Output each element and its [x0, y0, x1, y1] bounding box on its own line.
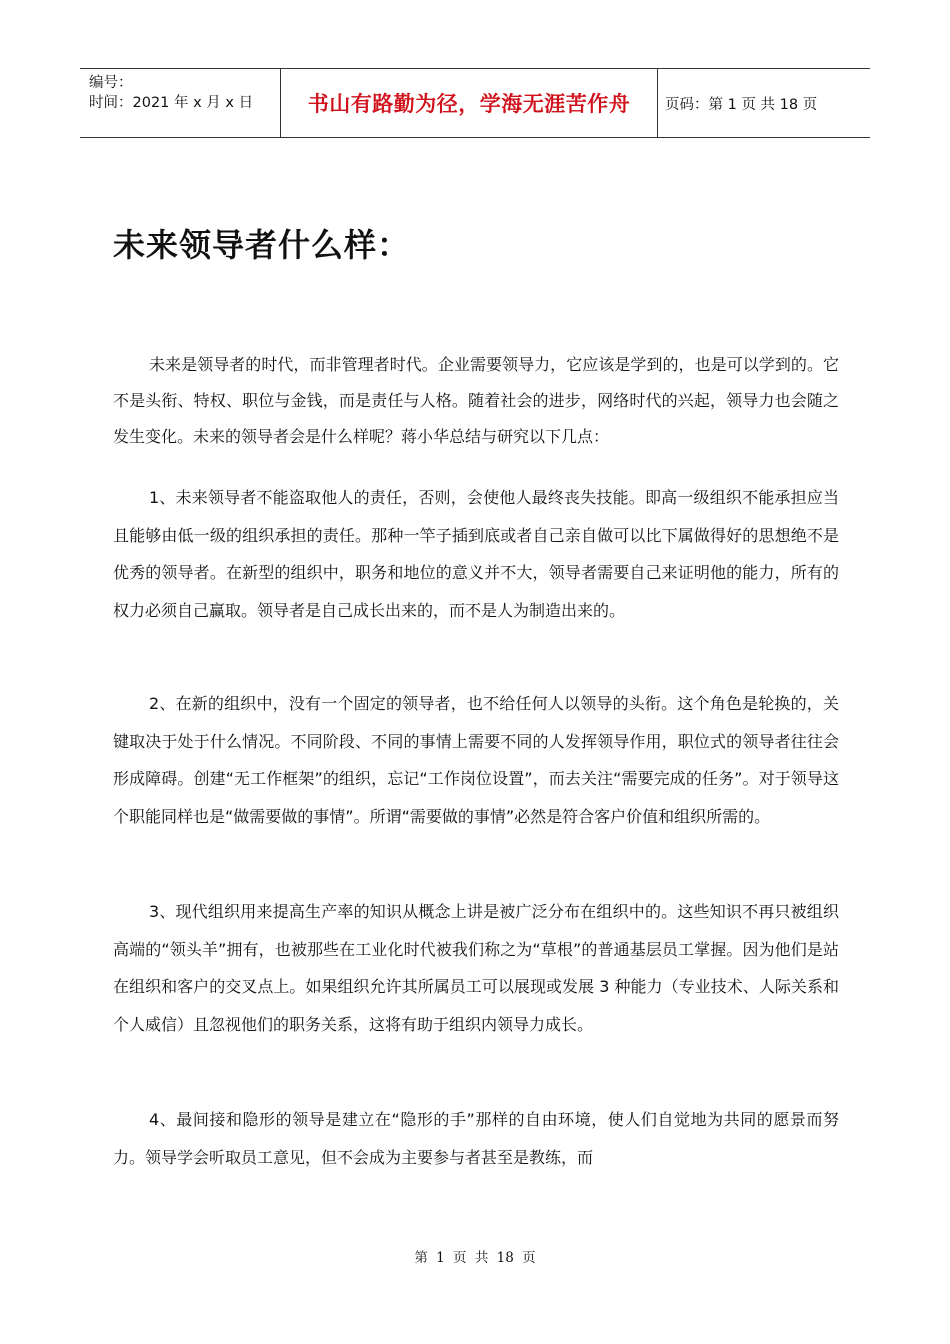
page-footer: 第 1 页 共 18 页	[414, 1250, 536, 1266]
serial-number-label: 编号：	[89, 75, 133, 91]
document-header-table	[80, 68, 870, 138]
date-line: 时间：2021 年 x 月 x 日	[89, 95, 254, 111]
header-motto: 书山有路勤为径，学海无涯苦作舟	[281, 69, 658, 137]
paragraph-point-2: 2、在新的组织中，没有一个固定的领导者，也不给任何人以领导的头衔。这个角色是轮换的，关键取决于处于什么情况。不同阶段、不同的事情上需要不同的人发挥领导作用，职位式的领导者往往会形成障碍。创建“无工作框架”的组织，忘记“工作岗位设置”，而去关注“需要完成的任务”。对于领导这个职能同样也是“做需要做的事情”。所谓“需要做的事情”必然是符合客户价值和组织所需的。	[113, 694, 839, 826]
document-title: 未来领导者什么样：	[113, 226, 411, 264]
header-page-info: 页码：第 1 页 共 18 页	[665, 96, 818, 113]
header-meta-cell	[80, 69, 281, 137]
paragraph-point-1: 1、未来领导者不能盗取他人的责任，否则，会使他人最终丧失技能。即高一级组织不能承担应当且能够由低一级的组织承担的责任。那种一竿子插到底或者自己亲自做可以比下属做得好的思想绝不是优秀的领导者。在新型的组织中，职务和地位的意义并不大，领导者需要自己来证明他的能力，所有的权力必须自己赢取。领导者是自己成长出来的，而不是人为制造出来的。	[113, 488, 839, 620]
paragraph-point-4: 4、最间接和隐形的领导是建立在“隐形的手”那样的自由环境，使人们自觉地为共同的愿景而努力。领导学会听取员工意见，但不会成为主要参与者甚至是教练，而	[113, 1110, 839, 1167]
paragraph-intro: 未来是领导者的时代，而非管理者时代。企业需要领导力，它应该是学到的，也是可以学到的。它不是头衔、特权、职位与金钱，而是责任与人格。随着社会的进步，网络时代的兴起，领导力也会随之发生变化。未来的领导者会是什么样呢？蒋小华总结与研究以下几点：	[113, 355, 839, 446]
paragraph-point-3: 3、现代组织用来提高生产率的知识从概念上讲是被广泛分布在组织中的。这些知识不再只被组织高端的“领头羊”拥有，也被那些在工业化时代被我们称之为“草根”的普通基层员工掌握。因为他们是站在组织和客户的交叉点上。如果组织允许其所属员工可以展现或发展 3 种能力（专业技术、人际关系和个人威信）且忽视他们的职务关系，这将有助于组织内领导力成长。	[113, 902, 839, 1034]
